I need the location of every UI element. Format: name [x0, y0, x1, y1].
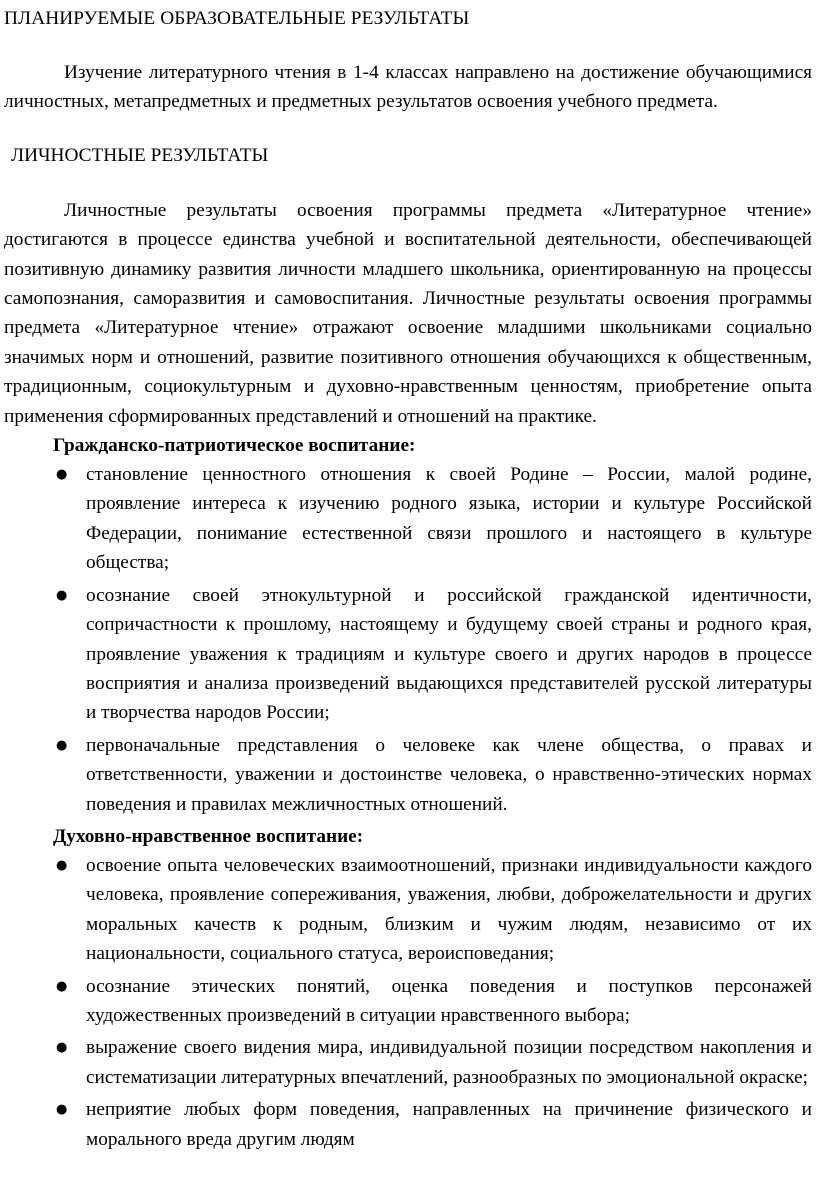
list-item-text: освоение опыта человеческих взаимоотношений, признаки индивидуальности каждого человека, проявление сопереживания, уважения, любви, доброжелательности и других моральных качеств к родным, близким и чужим людям, независимо от их национальности, социального статуса, вероисповедания;	[86, 854, 812, 965]
bullet-icon: ●	[56, 1040, 68, 1056]
list-item-text: выражение своего видения мира, индивидуальной позиции посредством накопления и систематизации литературных впечатлений, разнообразных по эмоциональной окраске;	[86, 1037, 812, 1088]
bullet-icon: ●	[56, 857, 68, 873]
document-title: ПЛАНИРУЕМЫЕ ОБРАЗОВАТЕЛЬНЫЕ РЕЗУЛЬТАТЫ	[4, 8, 470, 29]
list-item-text: осознание своей этнокультурной и российской гражданской идентичности, сопричастности к прошлому, настоящему и будущему своей страны и родного края, проявление уважения к традициям и культуре своего и других народов в процессе восприятия и анализа произведений выдающихся представителей русской литературы и творчества народов России;	[86, 584, 812, 724]
list-item	[4, 972, 812, 1031]
civic-education-heading: Гражданско-патриотическое воспитание:	[53, 435, 416, 457]
list-item	[4, 851, 812, 969]
bullet-icon: ●	[56, 1102, 68, 1118]
moral-education-heading: Духовно-нравственное воспитание:	[53, 825, 364, 847]
bullet-icon: ●	[56, 467, 68, 483]
bullet-icon: ●	[56, 978, 68, 994]
list-item	[4, 460, 812, 578]
list-item-text: осознание этических понятий, оценка поведения и поступков персонажей художественных произведений в ситуации нравственного выбора;	[86, 975, 812, 1026]
list-item-text: неприятие любых форм поведения, направленных на причинение физического и морального вреда другим людям	[86, 1099, 812, 1150]
list-item	[4, 1033, 812, 1092]
list-item	[4, 731, 812, 819]
bullet-icon: ●	[56, 587, 68, 603]
personal-results-paragraph: Личностные результаты освоения программы предмета «Литературное чтение» достигаются в процессе единства учебной и воспитательной деятельности, обеспечивающей позитивную динамику развития личности младшего школьника, ориентированную на процессы самопознания, саморазвития и самовоспитания. Личностные результаты освоения программы предмета «Литературное чтение» отражают освоение младшими школьниками социально значимых норм и отношений, развитие позитивного отношения обучающихся к общественным, традиционным, социокультурным и духовно-нравственным ценностям, приобретение опыта применения сформированных представлений и отношений на практике.	[4, 199, 812, 427]
intro-paragraph: Изучение литературного чтения в 1-4 классах направлено на достижение обучающимися личностных, метапредметных и предметных результатов освоения учебного предмета.	[4, 62, 812, 113]
list-item	[4, 1095, 812, 1154]
bullet-icon: ●	[56, 737, 68, 753]
list-item	[4, 581, 812, 728]
section-heading-personal-results: ЛИЧНОСТНЫЕ РЕЗУЛЬТАТЫ	[11, 144, 269, 166]
list-item-text: первоначальные представления о человеке как члене общества, о правах и ответственности, уважении и достоинстве человека, о нравственно-этических нормах поведения и правилах межличностных отношений.	[86, 734, 812, 815]
civic-education-list	[4, 460, 812, 819]
moral-education-list	[4, 851, 812, 1154]
list-item-text: становление ценностного отношения к своей Родине – России, малой родине, проявление интереса к изучению родного языка, истории и культуре Российской Федерации, понимание естественной связи прошлого и настоящего в культуре общества;	[86, 464, 812, 574]
